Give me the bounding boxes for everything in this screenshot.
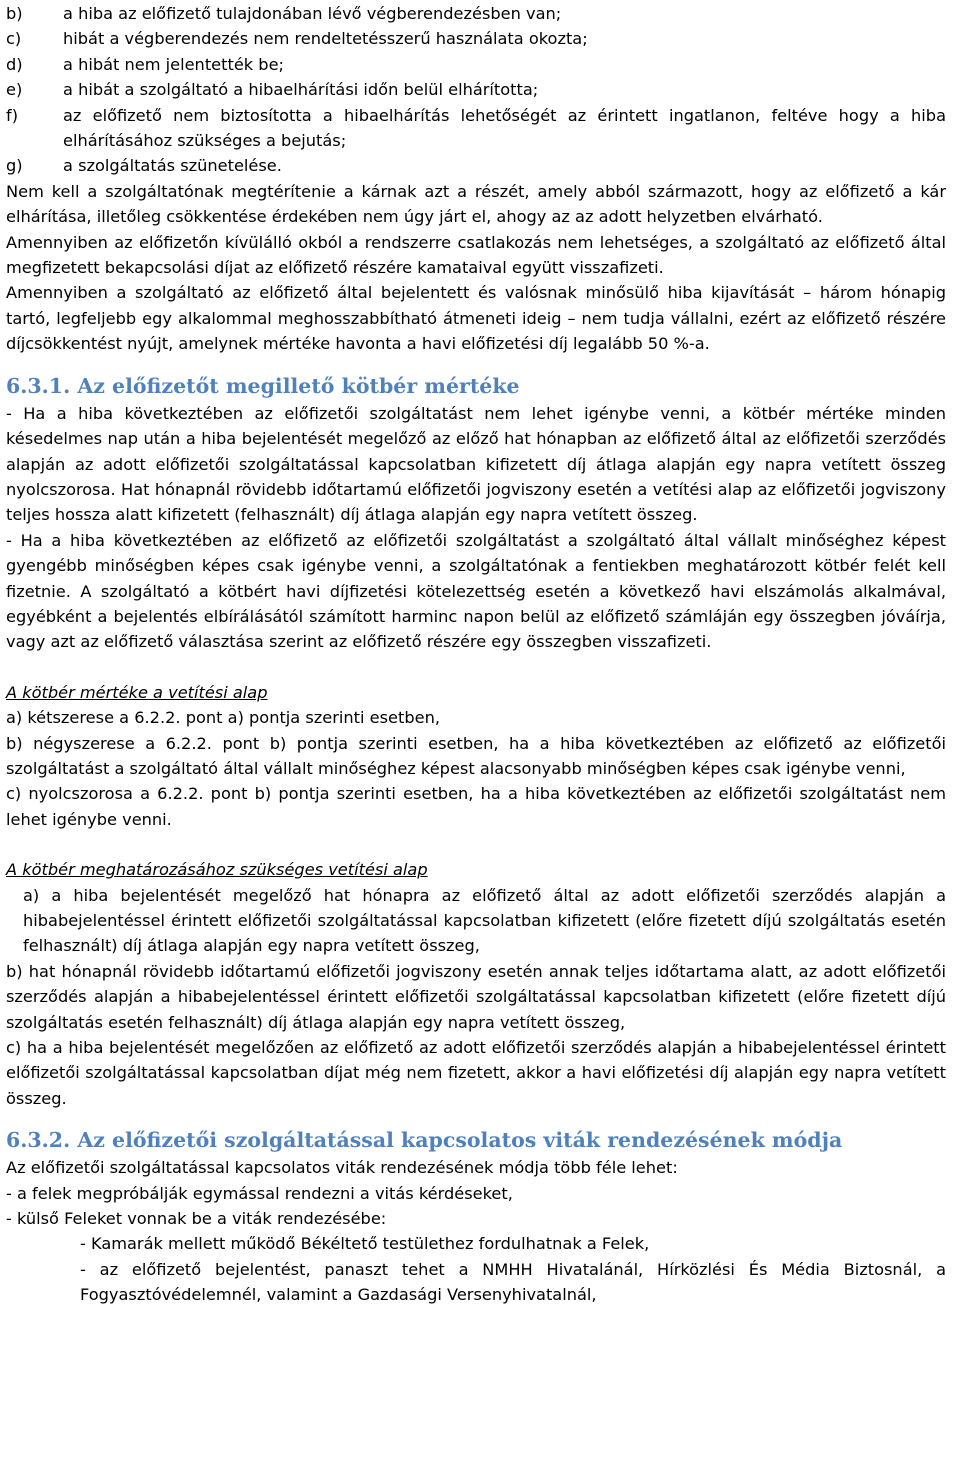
list-text: a hibát nem jelentették be; [63, 54, 284, 74]
spacer [6, 655, 946, 680]
list-text: hibát a végberendezés nem rendeltetésszerű használata okozta; [63, 29, 588, 49]
list-label: c) [6, 29, 22, 49]
list-item: b) négyszerese a 6.2.2. pont b) pontja szerinti esetben, ha a hiba következtében az előfizető az előfizetői szolgáltatást a szolgáltató által vállalt minőséghez képest alacsonyabb minőségben képes csak igénybe venni, [6, 733, 946, 778]
list-text: a szolgáltatás szünetelése. [63, 156, 282, 176]
paragraph: Amennyiben a szolgáltató az előfizető által bejelentett és valósnak minősülő hiba kijavítását – három hónapig tartó, legfeljebb egy alkalommal meghosszabbítható átmeneti ideig – nem tudja vállalni, ezért az előfizető részére díjcsökkentést nyújt, amelynek mértéke havonta a havi előfizetési díj legalább 50 %-a. [6, 283, 946, 354]
spacer [6, 357, 946, 371]
list-item [6, 52, 946, 77]
list-item: b) hat hónapnál rövidebb időtartamú előfizetői jogviszony esetén annak teljes időtartama alatt, az adott előfizetői szerződés alapján a hibabejelentéssel érintett előfizetői szolgáltatással kapcsolatban kifizetett (előre fizetett díjú szolgáltatás esetén felhasznált) díj átlaga alapján egy napra vetített összeg, [6, 961, 946, 1032]
paragraph: Az előfizetői szolgáltatással kapcsolatos viták rendezésének módja több féle lehet: [6, 1158, 678, 1178]
subheading: A kötbér meghatározásához szükséges vetítési alap [6, 860, 428, 880]
sub-list-item: - Kamarák mellett működő Békéltető testülethez fordulhatnak a Felek, [80, 1234, 650, 1254]
list-item [6, 103, 946, 154]
list-label: f) [6, 105, 19, 125]
spacer [6, 1111, 946, 1125]
list-item [6, 153, 946, 178]
section-heading-631: 6.3.1. Az előfizetőt megillető kötbér mértéke [6, 373, 520, 398]
list-text: a hiba az előfizető tulajdonában lévő végberendezésben van; [63, 4, 562, 23]
list-item: - a felek megpróbálják egymással rendezni a vitás kérdéseket, [6, 1183, 513, 1203]
paragraph: Amennyiben az előfizetőn kívülálló okból a rendszerre csatlakozás nem lehetséges, a szolgáltató az előfizető által megfizetett bekapcsolási díjat az előfizető részére kamataival együtt visszafizeti. [6, 232, 946, 278]
list-item [6, 26, 946, 51]
subheading: A kötbér mértéke a vetítési alap [6, 682, 268, 702]
list-text: a hibát a szolgáltató a hibaelhárítási időn belül elhárította; [63, 80, 539, 100]
list-label: d) [6, 54, 23, 74]
paragraph: - Ha a hiba következtében az előfizető az előfizetői szolgáltatást a szolgáltató által vállalt minőséghez képest gyengébb minőségben képes csak igénybe venni, a szolgáltatónak a fentiekben meghatározott kötbér felét kell fizetnie. A szolgáltató a kötbért havi díjfizetési kötelezettség esetén a következő havi elszámolás alkalmával, egyébként a bejelentés elbírálásától számított harminc napon belül az előfizető számláján egy összegben jóváírja, vagy azt az előfizető választása szerint az előfizető részére egy összegben visszafizeti. [6, 530, 946, 652]
list-item [6, 1, 946, 26]
list-item: a) kétszerese a 6.2.2. pont a) pontja szerinti esetben, [6, 708, 441, 728]
paragraph: Nem kell a szolgáltatónak megtérítenie a kárnak azt a részét, amely abból származott, hogy az előfizető a kár elhárítása, illetőleg csökkentése érdekében nem úgy járt el, ahogy az az adott helyzetben elvárható. [6, 181, 946, 227]
list-text: az előfizető nem biztosította a hibaelhárítás lehetőségét az érintett ingatlanon, feltéve hogy a hiba elhárításához szükséges a bejutás; [63, 105, 946, 151]
list-item: c) nyolcszorosa a 6.2.2. pont b) pontja szerinti esetben, ha a hiba következtében az előfizetői szolgáltatást nem lehet igénybe venni. [6, 784, 946, 829]
list-item: - külső Feleket vonnak be a viták rendezésébe: [6, 1209, 387, 1229]
list-item [6, 77, 946, 102]
list-label: b) [6, 4, 23, 23]
sub-list-item: - az előfizető bejelentést, panaszt tehet a NMHH Hivatalánál, Hírközlési És Média Biztosnál, a Fogyasztóvédelemnél, valamint a Gazdasági Versenyhivatalnál, [80, 1259, 946, 1305]
list-label: e) [6, 80, 23, 100]
list-top [6, 1, 946, 179]
paragraph: - Ha a hiba következtében az előfizetői szolgáltatást nem lehet igénybe venni, a kötbér mértéke minden késedelmes nap után a hiba bejelentését megelőző az előző hat hónapban az előfizető által az előfizetői szerződés alapján az adott előfizetői szolgáltatással kapcsolatban kifizetett díj átlaga alapján egy napra vetített összeg nyolcszorosa. Hat hónapnál rövidebb időtartamú előfizetői jogviszony esetén a vetítési alap az előfizetői jogviszony teljes hossza alatt kifizetett (felhasznált) díj átlaga alapján egy napra vetített összeg. [6, 403, 946, 525]
list-item: c) ha a hiba bejelentését megelőzően az előfizető az adott előfizetői szerződés alapján a hibabejelentéssel érintett előfizetői szolgáltatással kapcsolatban díjat még nem fizetett, akkor a havi előfizetési díj alapján egy napra vetített összeg. [6, 1038, 946, 1108]
list-item: a) a hiba bejelentését megelőző hat hónapra az előfizető által az adott előfizetői szerződés alapján a hibabejelentéssel érintett előfizetői szolgáltatással kapcsolatban kifizetett (előre fizetett díjú szolgáltatás esetén felhasznált) díj átlaga alapján egy napra vetített összeg, [23, 885, 946, 956]
section-heading-632: 6.3.2. Az előfizetői szolgáltatással kapcsolatos viták rendezésének módja [6, 1128, 843, 1153]
list-label: g) [6, 156, 23, 176]
spacer [6, 832, 946, 857]
